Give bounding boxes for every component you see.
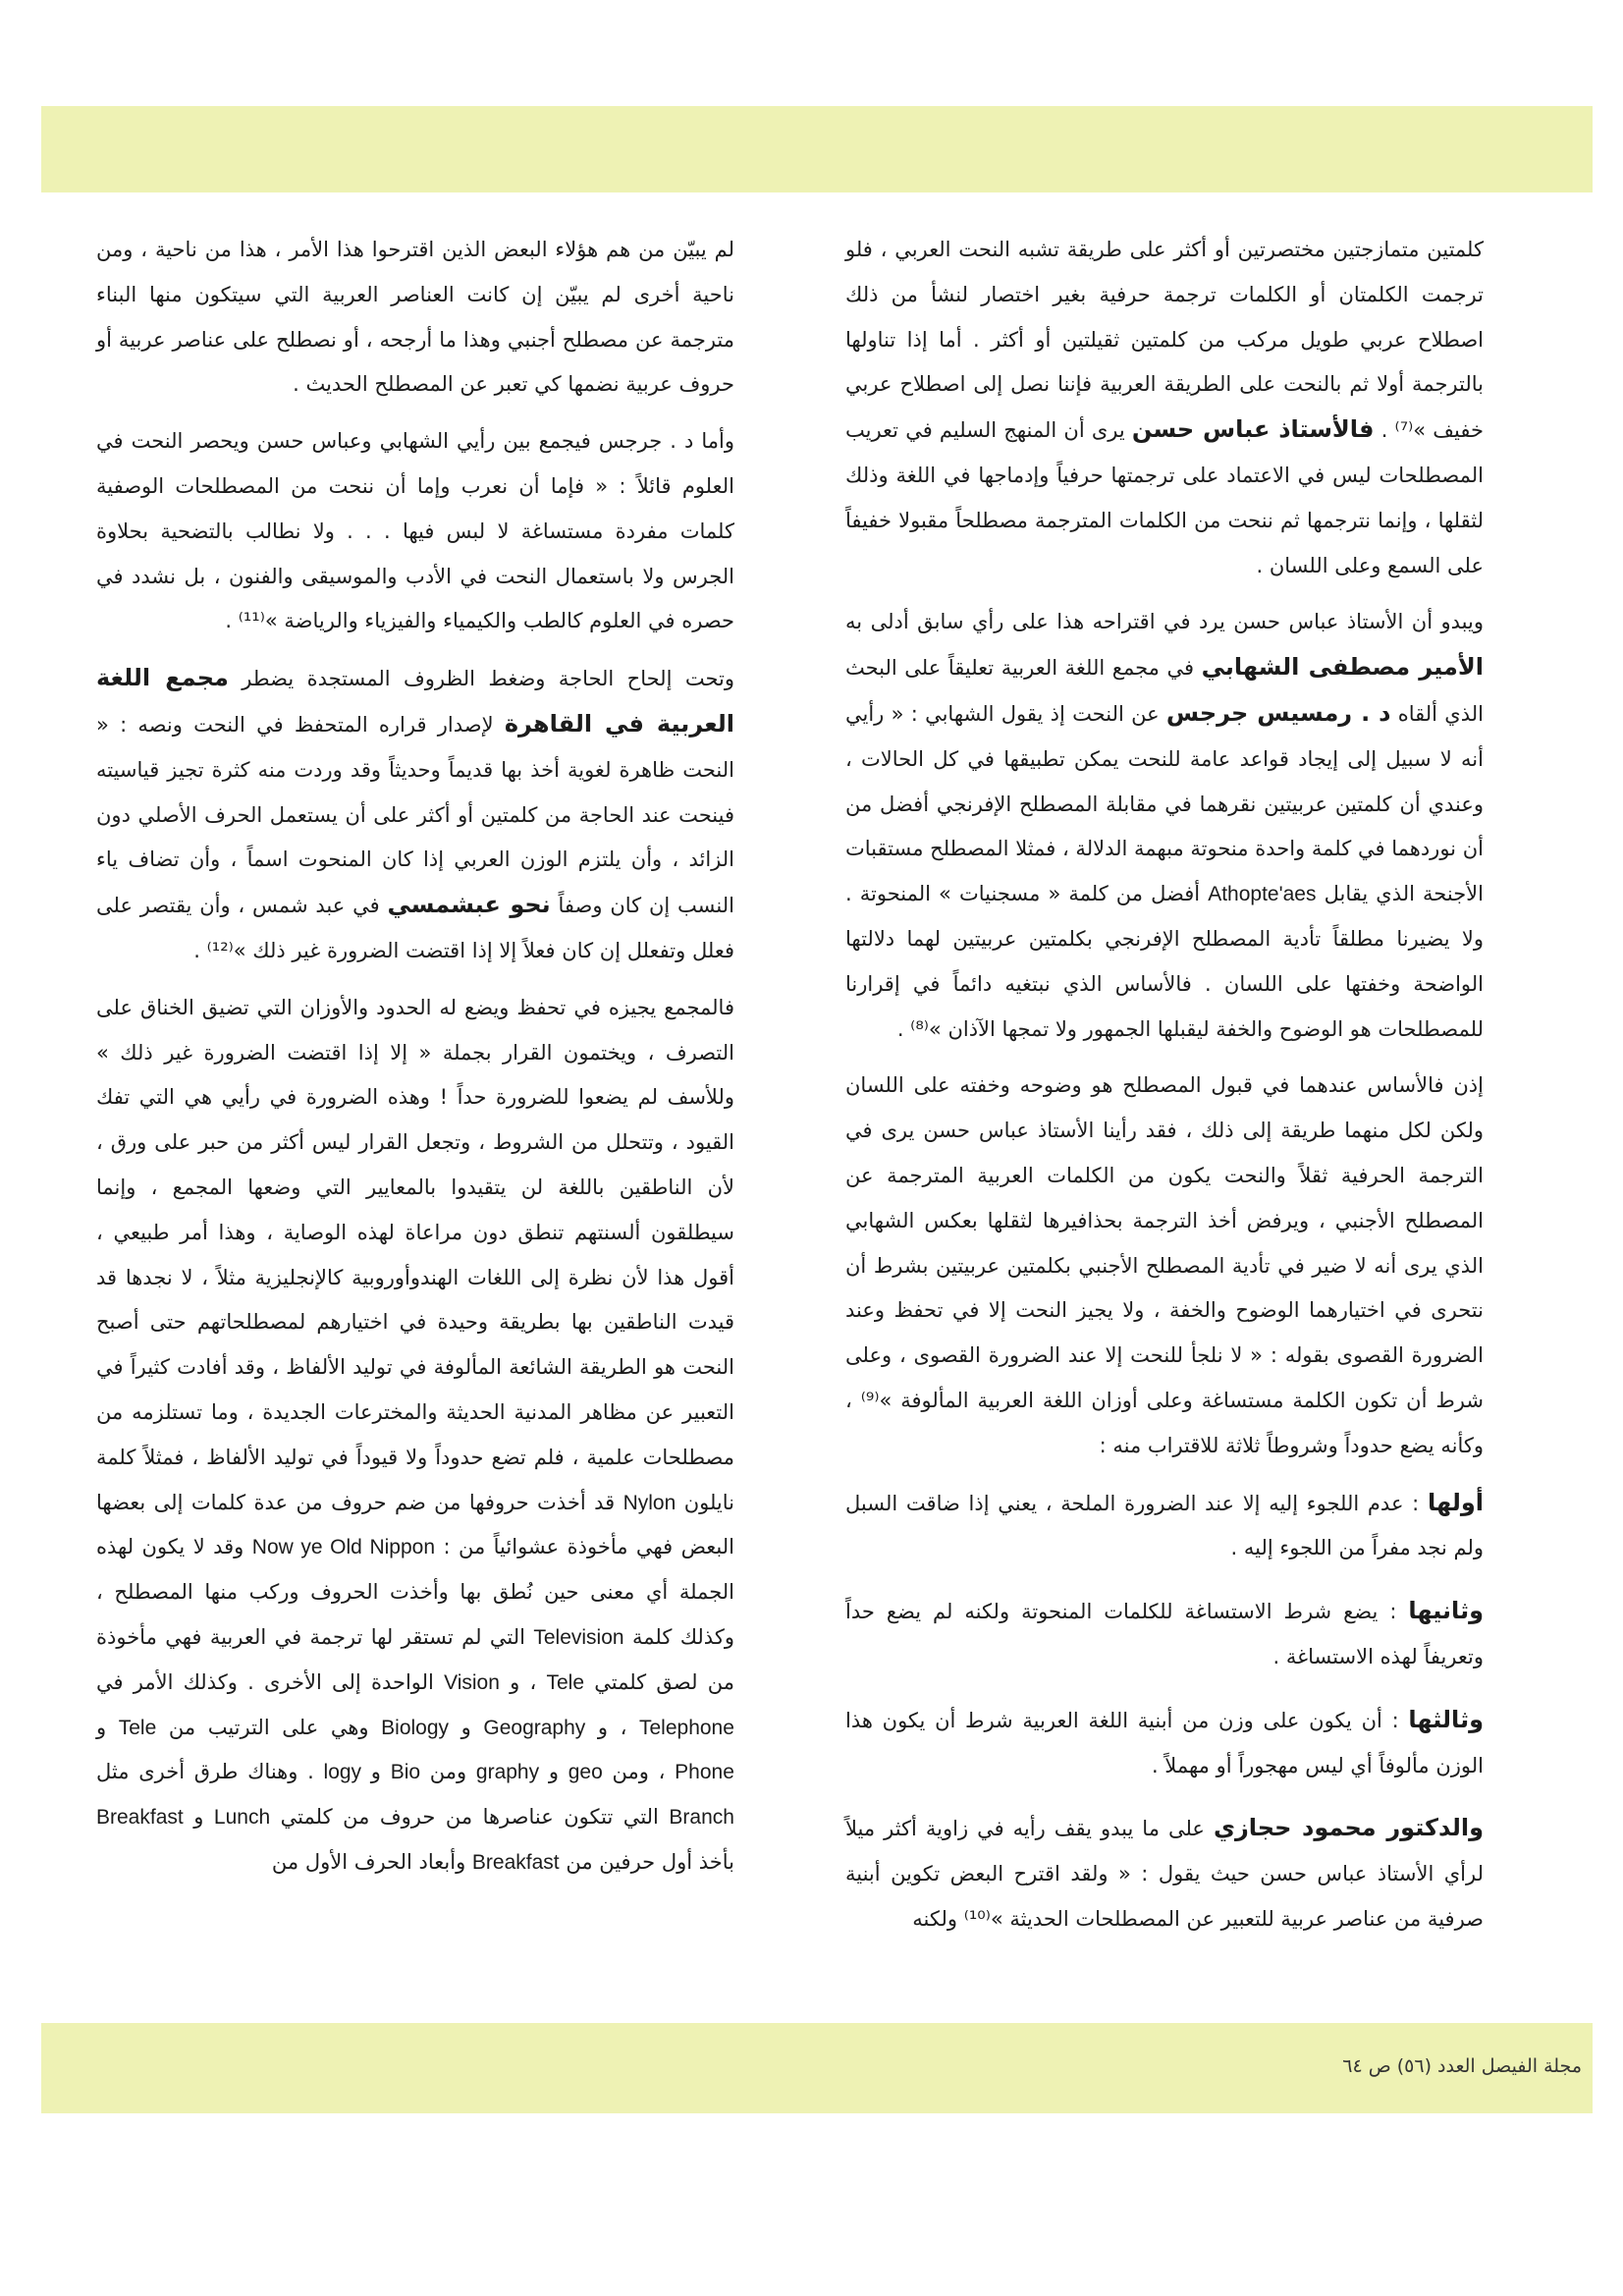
condition-item xyxy=(845,1589,1484,1680)
latin-term: Bio xyxy=(390,1761,421,1784)
header-band xyxy=(41,106,1593,192)
bold-name: الأمير مصطفى الشهابي xyxy=(1201,653,1484,682)
paragraph-text: و xyxy=(96,1715,107,1739)
paragraph-text: ويبدو أن الأستاذ عباس حسن يرد في اقتراحه هذا على رأي سابق أدلى به xyxy=(845,610,1484,634)
paragraph xyxy=(96,419,734,644)
paragraph-text: لإصدار قراره المتحفظ في النحت ونصه : « النحت ظاهرة لغوية أخذ بها قديماً وحديثاً وقد وردت منه كثرة تجيز قياسيته فينحت عند الحاجة من كلمتين أو أكثر على أن يستعمل الحرف الأصلي دون الزائد ، وأن يلتزم الوزن العربي إذا كان المنحوت اسماً ، وأن تضاف ياء النسب إن كان وصفاً xyxy=(96,712,734,918)
paragraph-text: عن النحت إذ يقول الشهابي : « رأيي أنه لا سبيل إلى إيجاد قواعد عامة للنحت يمكن تطبيقها في كل الحالات ، وعندي أن كلمتين عربيتين نقرهما في مقابلة المصطلح الإفرنجي أفضل من أن نوردهما في كلمة واحدة منحوتة مبهمة الدلالة ، فمثلا المصطلح مستقبات الأجنحة الذي يقابل xyxy=(845,701,1484,906)
paragraph-text: ، و xyxy=(510,1669,537,1694)
condition-text: : يضع شرط الاستساغة للكلمات المنحوتة ولكنه لم يضع حداً وتعريفاً لهذه الاستساغة . xyxy=(845,1600,1484,1668)
latin-term: Television xyxy=(533,1625,624,1649)
paragraph-text: أفضل من كلمة « مسجنيات » المنحوتة . ولا يضيرنا مطلقاً تأدية المصطلح الإفرنجي بكلمتين عربيتين لهما دلالتها الواضحة وخفتها على اللسان . فالأساس الذي نبتغيه دائماً في إقرارنا للمصطلحات هو الوضوح والخفة ليقبلها الجمهور ولا تمجها الآذان »⁽⁸⁾ . xyxy=(845,882,1484,1041)
paragraph-text: وقد لا يكون لهذه الجملة أي معنى حين نُطق بها وأخذت الحروف وركب منها المصطلح ، وكذلك كلمة xyxy=(96,1535,734,1649)
footer-page-info: مجلة الفيصل العدد (٥٦) ص ٦٤ xyxy=(1342,2055,1582,2077)
paragraph-text: . وهناك طرق أخرى مثل xyxy=(96,1760,314,1784)
condition-label: وثانيها xyxy=(1408,1597,1484,1625)
paragraph-text: إذن فالأساس عندهما في قبول المصطلح هو وضوحه وخفته على اللسان ولكن لكل منهما طريقة إلى ذلك ، فقد رأينا الأستاذ عباس حسن يرى في الترجمة الحرفية ثقلاً والنحت يكون من الكلمات العربية المترجمة عن المصطلح الأجنبي ، ويرفض أخذ الترجمة بحذافيرها لثقلها بعكس الشهابي الذي يرى أنه لا ضير في تأدية المصطلح الأجنبي بكلمتين عربيتين بشرط أن نتحرى في اختيارهما الوضوح والخفة ، ولا يجيز النحت إلا في تحفظ وعند الضرورة القصوى بقوله : « لا نلجأ للنحت إلا عند الضرورة القصوى ، وعلى شرط أن تكون الكلمة مستساغة وعلى أوزان اللغة العربية المألوفة »⁽⁹⁾ ، وكأنه يضع حدوداً وشروطاً ثلاثة للاقتراب منه : xyxy=(845,1073,1484,1457)
paragraph xyxy=(845,1064,1484,1468)
latin-term: Geography xyxy=(483,1716,586,1739)
paragraph-text: كلمتين متمازجتين مختصرتين أو أكثر على طريقة تشبه النحت العربي ، فلو ترجمت الكلمتان أو الكلمات ترجمة حرفية بغير اختصار لنشأ من ذلك اصطلاح عربي طويل مركب من كلمتين ثقيلتين أو أكثر . أما إذا تناولها بالترجمة أولا ثم بالنحت على الطريقة العربية فإننا نصل إلى اصطلاح عربي خفيف »⁽⁷⁾ . xyxy=(845,238,1484,443)
bold-name: والدكتور محمود حجازي xyxy=(1213,1814,1484,1842)
paragraph-text: ومن xyxy=(429,1760,467,1784)
paragraph-text: فالمجمع يجيزه في تحفظ ويضع له الحدود والأوزان التي تضيق الخناق على التصرف ، ويختمون القرار بجملة « إلا إذا اقتضت الضرورة غير ذلك » وللأسف لم يضعوا للضرورة حداً ! وهذه الضرورة في رأيي هي التي تفك القيود ، وتتحلل من الشروط ، وتجعل القرار ليس أكثر من حبر على ورق ، لأن الناطقين باللغة لن يتقيدوا بالمعايير التي وضعها المجمع ، وإنما سيطلقون ألسنتهم تنطق دون مراعاة لهذه الوصاية ، وهذا أمر طبيعي ، أقول هذا لأن نظرة إلى اللغات الهندوأوروبية كالإنجليزية مثلاً ، لا نجدها قد قيدت الناطقين بها بطريقة وحيدة في اختيارهم لمصطلحاتهم حتى أصبح النحت هو الطريقة الشائعة المألوفة في توليد الألفاظ ، وقد أفادت كثيراً في التعبير عن مظاهر المدنية الحديثة والمخترعات الجديدة ، وما تستلزمه من مصطلحات علمية ، فلم تضع حدوداً ولا قيوداً في توليد الألفاظ ، فمثلاً كلمة نايلون xyxy=(96,995,734,1514)
latin-term: Tele xyxy=(118,1716,157,1739)
condition-item xyxy=(845,1481,1484,1572)
latin-term: Athopte'aes xyxy=(1208,883,1317,906)
paragraph-text: ، ومن xyxy=(612,1760,666,1784)
latin-term: Branch xyxy=(669,1806,734,1830)
paragraph xyxy=(845,228,1484,588)
left-column xyxy=(96,228,734,1897)
latin-term: graphy xyxy=(475,1761,540,1784)
right-column xyxy=(845,228,1484,1954)
latin-term: Lunch xyxy=(213,1806,271,1830)
paragraph-text: يرى أن المنهج السليم في تعريب المصطلحات ليس في الاعتماد على ترجمتها حرفياً وإدماجها في اللغة وذلك لثقلها ، وإنما نترجمها ثم ننحت من الكلمات المترجمة مصطلحاً مقبولا خفيفاً على السمع وعلى اللسان . xyxy=(845,418,1484,577)
latin-term: logy xyxy=(323,1761,362,1784)
latin-term: Nylon xyxy=(622,1491,676,1514)
paragraph-text: و xyxy=(370,1760,381,1784)
paragraph-text: بأخذ أول حرفين من xyxy=(566,1849,734,1874)
condition-item xyxy=(845,1698,1484,1789)
condition-label: أولها xyxy=(1427,1488,1484,1516)
paragraph-text: وأما د . جرجس فيجمع بين رأيي الشهابي وعباس حسن ويحصر النحت في العلوم قائلاً : « فإما أن نعرب وإما أن ننحت من المصطلحات الوصفية كلمات مفردة مستساغة لا لبس فيها . . . ولا نطالب بالتضحية بحلاوة الجرس ولا باستعمال النحت في الأدب والموسيقى والفنون ، بل نشدد في حصره في العلوم كالطب والكيمياء والفيزياء والرياضة »⁽¹¹⁾ . xyxy=(96,429,734,633)
condition-label: وثالثها xyxy=(1408,1705,1484,1733)
bold-name: د . رمسيس جرجس xyxy=(1165,698,1391,727)
paragraph-text: التي لم تستقر لها ترجمة في العربية فهي مأخوذة من لصق كلمتي xyxy=(96,1624,734,1694)
latin-term: Biology xyxy=(381,1716,450,1739)
latin-term: geo xyxy=(568,1761,603,1784)
paragraph-text: في عبد شمس ، وأن يقتصر على فعلل وتفعلل إن كان فعلاً إلا إذا اقتضت الضرورة غير ذلك »⁽¹²⁾ . xyxy=(96,894,734,962)
paragraph-text: قد أخذت حروفها من ضم حروف من عدة كلمات إلى بعضها البعض فهي مأخوذة عشوائياً من : xyxy=(96,1490,734,1559)
paragraph-text: ، و xyxy=(597,1715,627,1739)
paragraph-text: و xyxy=(193,1805,204,1830)
paragraph-text: الواحدة إلى الأخرى . وكذلك الأمر في xyxy=(96,1669,434,1694)
paragraph-text: لم يبيّن من هم هؤلاء البعض الذين اقترحوا هذا الأمر ، هذا من ناحية ، ومن ناحية أخرى لم يبيّن إن كانت العناصر العربية التي سيتكون منها البناء مترجمة عن مصطلح أجنبي وهذا ما أرجحه ، أو نصطلح على عناصر عربية أو حروف عربية نضمها كي تعبر عن المصطلح الحديث . xyxy=(96,238,734,397)
condition-text: : أن يكون على وزن من أبنية اللغة العربية شرط أن يكون هذا الوزن مألوفاً أي ليس مهجوراً أو مهملاً . xyxy=(845,1708,1484,1777)
paragraph-text: و xyxy=(548,1760,560,1784)
bold-name: مجمع اللغة العربية في القاهرة xyxy=(96,664,734,738)
bold-name: فالأستاذ عباس حسن xyxy=(1131,415,1375,444)
bold-term: نحو عبشمسي xyxy=(387,891,551,919)
paragraph xyxy=(845,1806,1484,1941)
paragraph xyxy=(845,600,1484,1052)
paragraph-text: على ما يبدو يقف رأيه في زاوية أكثر ميلاً لرأي الأستاذ عباس حسن حيث يقول : « ولقد اقترح البعض تكوين أبنية صرفية من عناصر عربية للتعبير عن المصطلحات الحديثة »⁽¹⁰⁾ ولكنه xyxy=(845,1817,1484,1931)
latin-term: Breakfast xyxy=(471,1850,560,1874)
latin-term: Phone xyxy=(675,1761,734,1784)
paragraph-text: في مجمع اللغة العربية تعليقاً على البحث الذي ألقاه xyxy=(845,656,1484,726)
paragraph-text: و xyxy=(460,1715,471,1739)
paragraph xyxy=(96,656,734,974)
paragraph-text: وهي على الترتيب من xyxy=(168,1715,369,1739)
latin-term: Vision xyxy=(444,1670,500,1694)
paragraph xyxy=(96,986,734,1886)
condition-text: : عدم اللجوء إليه إلا عند الضرورة الملحة ، يعني إذا ضاقت السبل ولم نجد مفراً من اللجوء إليه . xyxy=(845,1491,1484,1560)
latin-term: Breakfast xyxy=(96,1806,184,1830)
paragraph-text: التي تتكون عناصرها من حروف من كلمتي xyxy=(280,1805,659,1830)
paragraph xyxy=(96,228,734,408)
latin-term: Telephone xyxy=(639,1716,734,1739)
paragraph-text: وتحت إلحاح الحاجة وضغط الظروف المستجدة يضطر xyxy=(242,667,734,691)
latin-term: Now ye Old Nippon xyxy=(251,1536,436,1559)
paragraph-text: وأبعاد الحرف الأول من xyxy=(271,1849,466,1874)
latin-term: Tele xyxy=(546,1670,585,1694)
